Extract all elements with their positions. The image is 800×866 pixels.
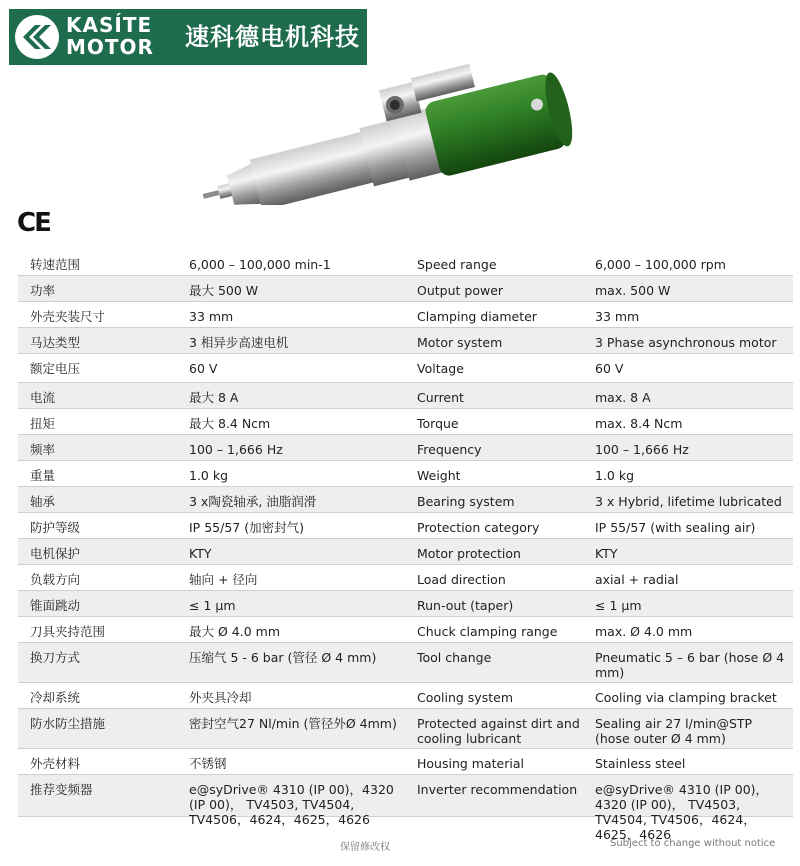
spec-en-label: Motor system [417,335,503,350]
spec-en-value: 3 Phase asynchronous motor [595,335,777,350]
spec-cn-value: 3 相异步高速电机 [189,335,289,350]
spec-en-row [405,354,793,383]
spec-cn-label: 马达类型 [30,335,81,350]
spec-cn-value: 33 mm [189,309,234,324]
spec-table-en [405,250,793,842]
spec-cn-value: 60 V [189,361,218,376]
spec-cn-row [18,250,406,276]
spec-en-label: Chuck clamping range [417,624,558,639]
spec-en-row [405,276,793,302]
spec-cn-row [18,709,406,749]
brand-logo-icon [14,14,60,60]
spec-cn-label: 功率 [30,283,56,298]
spec-cn-label: 外壳材料 [30,756,81,771]
spec-cn-value: 100 – 1,666 Hz [189,442,283,457]
spec-en-row [405,539,793,565]
spec-cn-label: 扭矩 [30,416,56,431]
spec-cn-label: 换刀方式 [30,650,81,665]
spec-en-label: Speed range [417,257,497,272]
spindle-motor-image [190,55,590,205]
spec-cn-row [18,461,406,487]
spec-en-row [405,250,793,276]
spec-en-row [405,461,793,487]
spec-en-row [405,617,793,643]
spec-cn-label: 轴承 [30,494,56,509]
spec-en-row [405,302,793,328]
spec-en-row [405,749,793,775]
spec-cn-label: 负载方向 [30,572,81,587]
spec-cn-label: 推荐变频器 [30,782,93,797]
spec-cn-row [18,591,406,617]
spec-en-label: Housing material [417,756,524,771]
spec-en-row [405,591,793,617]
spec-cn-row [18,565,406,591]
spec-en-label: Voltage [417,361,464,376]
spec-cn-value: 压缩气 5 - 6 bar (管径 Ø 4 mm) [189,650,377,665]
spec-cn-label: 防水防尘措施 [30,716,106,731]
spec-en-value: 3 x Hybrid, lifetime lubricated [595,494,782,509]
spec-cn-row [18,539,406,565]
spec-cn-row [18,276,406,302]
spec-cn-value: 最大 8.4 Ncm [189,416,271,431]
spec-cn-label: 额定电压 [30,361,81,376]
spec-cn-label: 转速范围 [30,257,81,272]
spec-cn-row [18,683,406,709]
spec-cn-row [18,354,406,383]
spec-en-value: 1.0 kg [595,468,635,483]
spec-en-label: Frequency [417,442,482,457]
spec-en-label: Cooling system [417,690,513,705]
spec-cn-value: 3 x陶瓷轴承, 油脂润滑 [189,494,317,509]
spec-en-label: Tool change [417,650,492,665]
spec-cn-value: 密封空气27 Nl/min (管径外Ø 4mm) [189,716,397,731]
spec-table-cn [18,250,406,827]
spec-en-value: 60 V [595,361,624,376]
spec-cn-row [18,487,406,513]
spec-en-value: Pneumatic 5 – 6 bar (hose Ø 4 mm) [595,650,785,680]
spec-en-label: Inverter recommendation [417,782,578,797]
spec-en-label: Load direction [417,572,506,587]
spec-en-value: max. 8.4 Ncm [595,416,683,431]
footer-note-cn: 保留修改权 [340,842,390,853]
spec-cn-value: e@syDrive® 4310 (IP 00)，4320 (IP 00)， TV4503, TV4504, TV4506，4624，4625，4626 [189,782,394,827]
spec-cn-label: 电机保护 [30,546,81,561]
spec-cn-label: 刀具夹持范围 [30,624,106,639]
spec-en-label: Motor protection [417,546,521,561]
spec-cn-row [18,383,406,409]
spec-en-value: 33 mm [595,309,640,324]
spec-en-row [405,683,793,709]
spec-en-row [405,328,793,354]
spec-en-value: 100 – 1,666 Hz [595,442,689,457]
spec-en-value: max. 500 W [595,283,671,298]
spec-cn-row [18,749,406,775]
brand-name-top: KASÍTE [66,13,153,37]
spec-cn-label: 锥面跳动 [30,598,81,613]
spec-en-value: max. Ø 4.0 mm [595,624,693,639]
spec-cn-row [18,302,406,328]
spec-cn-row [18,775,406,827]
spec-cn-label: 重量 [30,468,56,483]
spec-cn-label: 外壳夹装尺寸 [30,309,106,324]
spec-cn-value: 1.0 kg [189,468,229,483]
ce-mark: CE [17,208,50,238]
spec-en-value: KTY [595,546,618,561]
spec-en-row [405,709,793,749]
spec-en-label: Output power [417,283,504,298]
spec-en-row [405,643,793,683]
spec-en-row [405,513,793,539]
spec-cn-value: 外夹具冷却 [189,690,252,705]
spec-cn-label: 防护等级 [30,520,81,535]
spec-en-value: 6,000 – 100,000 rpm [595,257,726,272]
spec-en-row [405,775,793,842]
spec-cn-value: 最大 Ø 4.0 mm [189,624,280,639]
spec-cn-row [18,513,406,539]
spec-cn-label: 冷却系统 [30,690,81,705]
spec-cn-value: KTY [189,546,212,561]
spec-cn-value: IP 55/57 (加密封气) [189,520,304,535]
spec-cn-value: 轴向 + 径向 [189,572,258,587]
spec-cn-value: ≤ 1 µm [189,598,236,613]
spec-en-label: Torque [417,416,459,431]
spec-en-label: Protection category [417,520,540,535]
spec-en-row [405,383,793,409]
spec-en-value: IP 55/57 (with sealing air) [595,520,756,535]
spec-cn-row [18,435,406,461]
spec-en-label: Bearing system [417,494,515,509]
spec-en-row [405,435,793,461]
spec-cn-value: 不锈钢 [189,756,227,771]
spec-en-value: Stainless steel [595,756,686,771]
brand-name-bottom: MOTOR [66,35,154,59]
spec-cn-value: 最大 8 A [189,390,239,405]
footer-note-en: Subject to change without notice [610,838,776,849]
spec-cn-row [18,643,406,683]
spec-cn-row [18,617,406,643]
brand-name-cn: 速科德电机科技 [185,23,360,51]
spec-en-label: Clamping diameter [417,309,537,324]
spec-en-label: Run-out (taper) [417,598,514,613]
spec-en-row [405,565,793,591]
spec-cn-label: 电流 [30,390,56,405]
spec-en-row [405,487,793,513]
spec-cn-row [18,328,406,354]
spec-en-row [405,409,793,435]
spec-cn-label: 频率 [30,442,56,457]
spec-en-value: Sealing air 27 l/min@STP (hose outer Ø 4 mm) [595,716,753,746]
spec-en-label: Weight [417,468,461,483]
spec-en-label: Protected against dirt and cooling lubricant [417,716,580,746]
spec-en-value: axial + radial [595,572,679,587]
spec-en-label: Current [417,390,464,405]
spec-cn-row [18,409,406,435]
spec-cn-value: 6,000 – 100,000 min-1 [189,257,331,272]
spec-en-value: ≤ 1 µm [595,598,642,613]
spec-cn-value: 最大 500 W [189,283,259,298]
spec-en-value: Cooling via clamping bracket [595,690,777,705]
spec-en-value: e@syDrive® 4310 (IP 00)，4320 (IP 00)， TV4503, TV4504, TV4506，4624，4625，4626 [595,782,769,842]
spec-en-value: max. 8 A [595,390,651,405]
